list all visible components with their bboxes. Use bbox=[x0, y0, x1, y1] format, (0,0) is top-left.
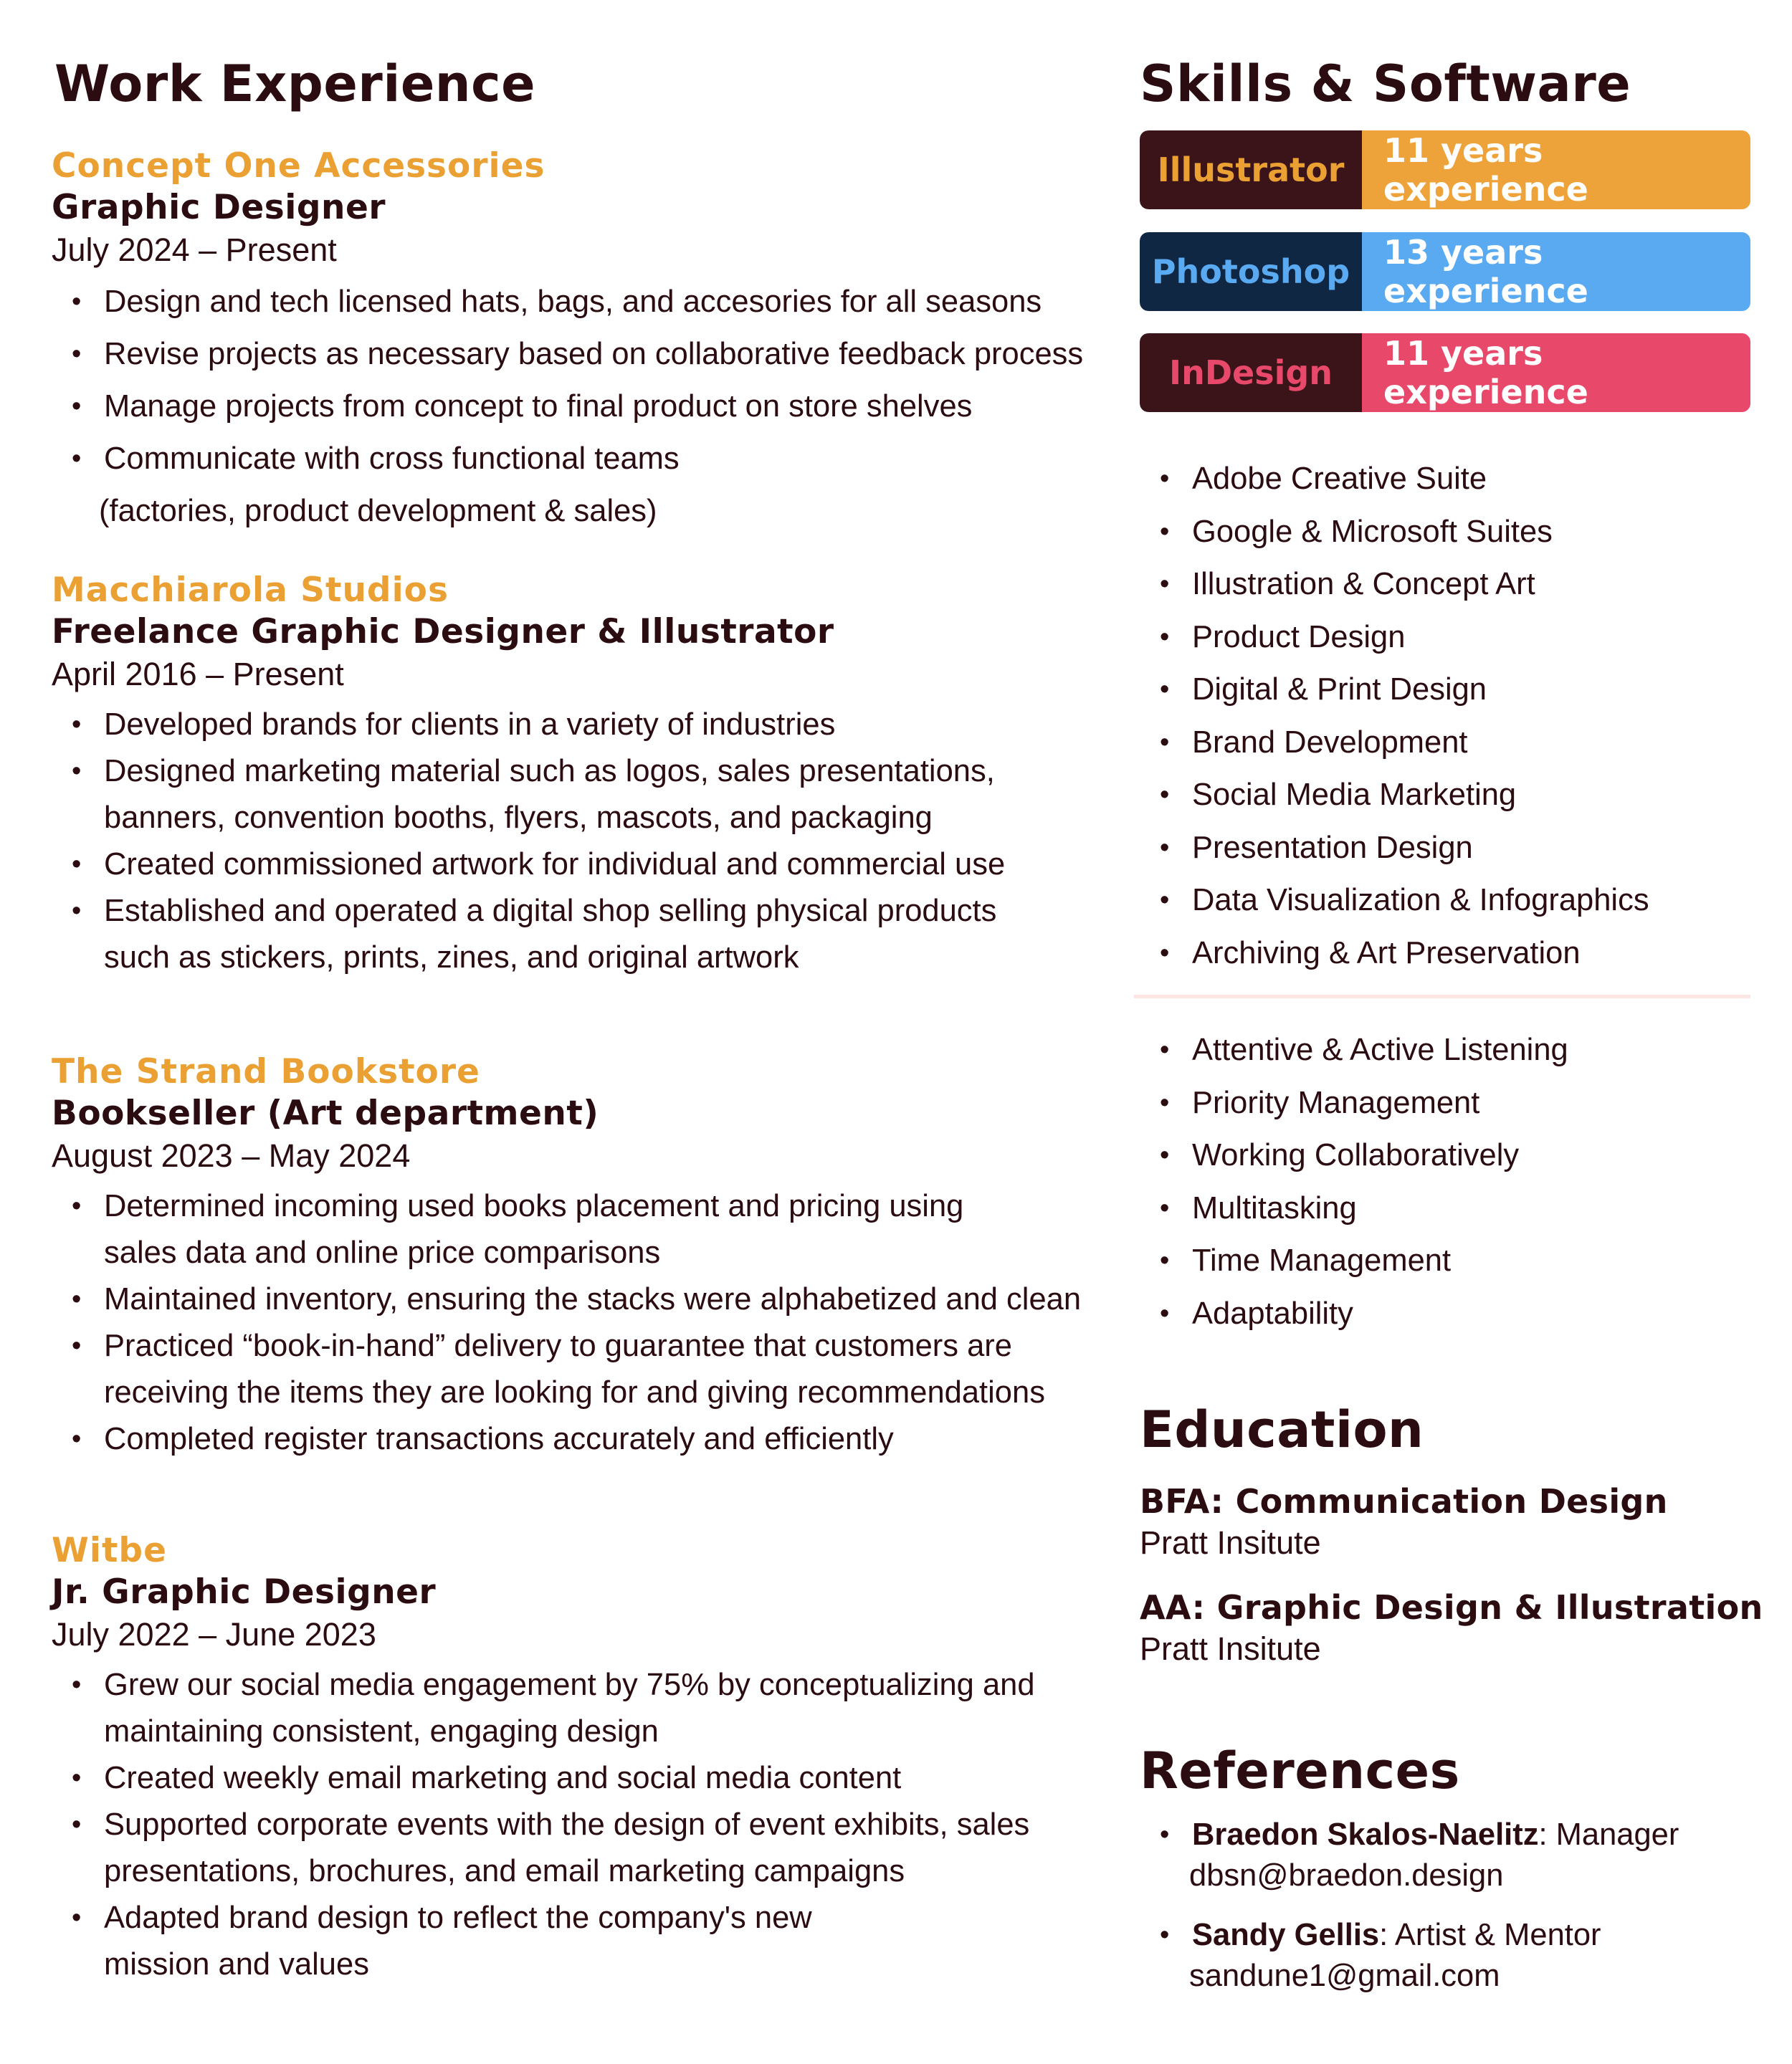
job-bullet: • Adapted brand design to reflect the company's new mission and values bbox=[52, 1895, 857, 1988]
software-bar-indesign bbox=[1140, 333, 1750, 412]
job-bullet: • Supported corporate events with the design of event exhibits, sales presentations, brochures, and email marketing campaigns bbox=[52, 1802, 1069, 1895]
education-heading: Education bbox=[1140, 1400, 1424, 1459]
job-bullet: • Established and operated a digital shop selling physical products such as stickers, prints, zines, and original artwork bbox=[52, 888, 1041, 981]
company-name: The Strand Bookstore bbox=[52, 1052, 480, 1091]
job-bullet: • Design and tech licensed hats, bags, and accesories for all seasons bbox=[52, 276, 1127, 328]
software-experience: 11 years experience bbox=[1362, 130, 1750, 209]
reference-item bbox=[1140, 1815, 1770, 1896]
job-bullet: • Communicate with cross functional teams bbox=[52, 433, 1127, 485]
school-name: Pratt Insitute bbox=[1140, 1524, 1321, 1561]
software-bar-illustrator bbox=[1140, 130, 1750, 209]
job-title: Graphic Designer bbox=[52, 188, 386, 227]
skill-item: • Adobe Creative Suite bbox=[1140, 453, 1756, 506]
job-bullet: • Grew our social media engagement by 75% by conceptualizing and maintaining consistent, engaging design bbox=[52, 1662, 1036, 1755]
skills-divider bbox=[1134, 995, 1750, 998]
skill-item: • Archiving & Art Preservation bbox=[1140, 927, 1756, 980]
education-entry bbox=[1140, 1481, 1756, 1564]
job-bullets bbox=[52, 1662, 1069, 1988]
degree-title: BFA: Communication Design bbox=[1140, 1482, 1668, 1521]
skill-item: • Social Media Marketing bbox=[1140, 769, 1756, 822]
job-dates: July 2024 – Present bbox=[52, 231, 337, 268]
skill-item: • Priority Management bbox=[1140, 1077, 1756, 1130]
job-bullets bbox=[52, 276, 1127, 485]
job-title: Freelance Graphic Designer & Illustrator bbox=[52, 612, 834, 651]
job-bullet: • Revise projects as necessary based on collaborative feedback process bbox=[52, 328, 1127, 381]
references-heading: References bbox=[1140, 1742, 1460, 1800]
software-bar-photoshop bbox=[1140, 232, 1750, 311]
software-experience: 13 years experience bbox=[1362, 232, 1750, 311]
job-bullet: • Created weekly email marketing and social media content bbox=[52, 1755, 1069, 1802]
job-entry-witbe bbox=[52, 1530, 1127, 1988]
references-list bbox=[1140, 1815, 1770, 1997]
job-bullets bbox=[52, 1183, 1112, 1463]
job-dates: July 2022 – June 2023 bbox=[52, 1616, 376, 1653]
company-name: Macchiarola Studios bbox=[52, 570, 449, 610]
company-name: Witbe bbox=[52, 1531, 167, 1570]
skill-item: • Illustration & Concept Art bbox=[1140, 558, 1756, 611]
job-bullets bbox=[52, 702, 1041, 981]
reference-title: : Manager bbox=[1538, 1817, 1679, 1852]
job-dates: April 2016 – Present bbox=[52, 656, 344, 692]
software-name: Illustrator bbox=[1140, 130, 1362, 209]
job-dates: August 2023 – May 2024 bbox=[52, 1137, 411, 1174]
skill-item: • Product Design bbox=[1140, 611, 1756, 664]
job-entry-strand bbox=[52, 1051, 1127, 1463]
job-bullet: • Practiced “book-in-hand” delivery to guarantee that customers are receiving the items they are looking for and giving recommendations bbox=[52, 1323, 1136, 1416]
hard-skills-list bbox=[1140, 453, 1756, 980]
reference-title: : Artist & Mentor bbox=[1379, 1918, 1601, 1952]
software-experience: 11 years experience bbox=[1362, 333, 1750, 412]
school-name: Pratt Insitute bbox=[1140, 1630, 1321, 1667]
job-bullet: • Designed marketing material such as logos, sales presentations, banners, convention booths, flyers, mascots, and packaging bbox=[52, 748, 1041, 841]
job-bullet: • Manage projects from concept to final product on store shelves bbox=[52, 381, 1127, 433]
skill-item: • Digital & Print Design bbox=[1140, 664, 1756, 717]
job-bullet: • Determined incoming used books placement and pricing using sales data and online price comparisons bbox=[52, 1183, 1036, 1276]
education-entry bbox=[1140, 1587, 1770, 1670]
work-experience-heading: Work Experience bbox=[54, 54, 536, 113]
reference-name: Sandy Gellis bbox=[1192, 1918, 1380, 1952]
job-bullet: • Maintained inventory, ensuring the stacks were alphabetized and clean bbox=[52, 1276, 1112, 1323]
job-entry-concept-one bbox=[52, 145, 1127, 538]
skill-item: • Presentation Design bbox=[1140, 822, 1756, 875]
skill-item: • Google & Microsoft Suites bbox=[1140, 506, 1756, 559]
skill-item: • Time Management bbox=[1140, 1235, 1756, 1288]
job-bullet-continuation: (factories, product development & sales) bbox=[99, 494, 657, 528]
company-name: Concept One Accessories bbox=[52, 146, 545, 186]
skill-item: • Multitasking bbox=[1140, 1182, 1756, 1236]
job-entry-macchiarola bbox=[52, 570, 1127, 981]
skill-item: • Attentive & Active Listening bbox=[1140, 1024, 1756, 1077]
reference-email[interactable]: dbsn@braedon.design bbox=[1189, 1858, 1504, 1893]
reference-name: Braedon Skalos-Naelitz bbox=[1192, 1817, 1539, 1852]
software-name: InDesign bbox=[1140, 333, 1362, 412]
job-bullet: • Developed brands for clients in a variety of industries bbox=[52, 702, 1041, 748]
degree-title: AA: Graphic Design & Illustration bbox=[1140, 1588, 1763, 1627]
job-bullet: • Completed register transactions accurately and efficiently bbox=[52, 1416, 1112, 1463]
skill-item: • Working Collaboratively bbox=[1140, 1129, 1756, 1182]
reference-email[interactable]: sandune1@gmail.com bbox=[1189, 1959, 1500, 1993]
job-title: Bookseller (Art department) bbox=[52, 1094, 599, 1133]
job-bullet: • Created commissioned artwork for individual and commercial use bbox=[52, 841, 1041, 888]
skill-item: • Adaptability bbox=[1140, 1288, 1756, 1341]
job-title: Jr. Graphic Designer bbox=[52, 1572, 437, 1612]
skills-heading: Skills & Software bbox=[1140, 54, 1631, 113]
skill-item: • Data Visualization & Infographics bbox=[1140, 874, 1756, 927]
skill-item: • Brand Development bbox=[1140, 717, 1756, 770]
soft-skills-list bbox=[1140, 1024, 1756, 1340]
reference-item bbox=[1140, 1915, 1770, 1997]
software-name: Photoshop bbox=[1140, 232, 1362, 311]
